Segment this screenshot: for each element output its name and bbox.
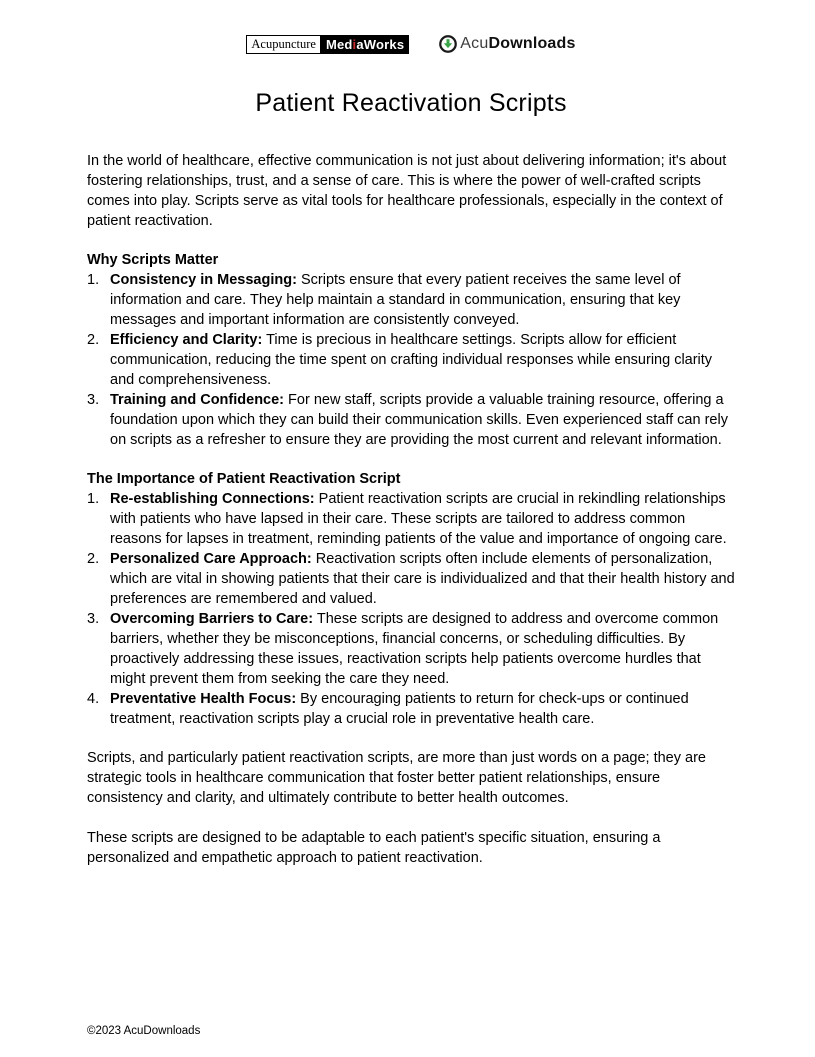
acupuncture-logo-text: Acupuncture	[246, 35, 321, 54]
list-item-content	[110, 689, 735, 729]
page-title: Patient Reactivation Scripts	[255, 89, 567, 117]
closing-paragraph-2: These scripts are designed to be adaptable to each patient's specific situation, ensuring a personalized and empathetic approach to patient reactivation.	[87, 830, 661, 866]
mediaworks-red-i: i	[352, 37, 357, 52]
list-item-content	[110, 330, 735, 390]
list-item-text: These scripts are designed to address and overcome common barriers, whether they be misconceptions, financial concerns, or scheduling difficulties. By proactively addressing these issues, reactivation scripts help patients overcome hurdles that might prevent them from seeking the care they need.	[110, 611, 719, 687]
intro-paragraph: In the world of healthcare, effective communication is not just about delivering information; it's about fostering relationships, trust, and a sense of care. This is where the power of well-crafted scripts comes into play. Scripts serve as vital tools for healthcare professionals, especially in the context of patient reactivation.	[87, 153, 727, 229]
list-item	[87, 609, 735, 689]
list-item-number: 1.	[87, 491, 100, 507]
list-item-lead: Preventative Health Focus:	[110, 691, 297, 707]
list-item-lead: Efficiency and Clarity:	[110, 332, 263, 348]
list-item-number: 1.	[87, 272, 100, 288]
acudownloads-logo	[439, 35, 575, 53]
why-scripts-matter-list	[87, 270, 735, 450]
header-logos	[87, 33, 735, 55]
list-item-content	[110, 270, 735, 330]
list-item-content	[110, 609, 735, 689]
list-item-number: 4.	[87, 691, 100, 707]
acudownloads-logo-text	[460, 35, 575, 53]
list-item	[87, 489, 735, 549]
list-item-content	[110, 489, 735, 549]
list-item-content	[110, 390, 735, 450]
list-item	[87, 689, 735, 729]
list-item-number: 3.	[87, 392, 100, 408]
list-item-text: Patient reactivation scripts are crucial in rekindling relationships with patients who have lapsed in their care. These scripts are tailored to address common reasons for lapses in treatment, reminding patients of the value and importance of ongoing care.	[110, 491, 727, 547]
list-item-lead: Consistency in Messaging:	[110, 272, 297, 288]
importance-list	[87, 489, 735, 729]
list-item	[87, 390, 735, 450]
list-item-text: Time is precious in healthcare settings. Scripts allow for efficient communication, reducing the time spent on crafting individual responses while ensuring clarity and comprehensiveness.	[110, 332, 713, 388]
list-item-lead: Personalized Care Approach:	[110, 551, 312, 567]
list-item-text: For new staff, scripts provide a valuable training resource, offering a foundation upon which they can build their communication skills. Even experienced staff can rely on scripts as a refresher to ensure they are providing the most current and relevant information.	[110, 392, 728, 448]
list-item-text: By encouraging patients to return for check-ups or continued treatment, reactivation scripts play a crucial role in preventative health care.	[110, 691, 689, 727]
list-item	[87, 270, 735, 330]
section-heading-why-scripts-matter: Why Scripts Matter	[87, 252, 219, 268]
document-page	[0, 33, 815, 868]
closing-paragraph-1: Scripts, and particularly patient reactivation scripts, are more than just words on a page; they are strategic tools in healthcare communication that foster better patient relationships, ensure consistency and clarity, and ultimately contribute to better health outcomes.	[87, 750, 706, 806]
downloads-suffix: Downloads	[488, 35, 576, 52]
list-item	[87, 549, 735, 609]
list-item	[87, 330, 735, 390]
list-item-content	[110, 549, 735, 609]
list-item-text: Reactivation scripts often include elements of personalization, which are vital in showing patients that their care is individualized and that their health history and preferences are remembered and valued.	[110, 551, 735, 607]
mediaworks-text-post: aWorks	[356, 37, 405, 52]
copyright-footer: ©2023 AcuDownloads	[87, 1025, 201, 1037]
acupuncture-mediaworks-logo	[246, 35, 409, 54]
download-circle-icon	[439, 35, 457, 53]
list-item-lead: Re-establishing Connections:	[110, 491, 315, 507]
list-item-lead: Training and Confidence:	[110, 392, 285, 408]
acu-prefix: Acu	[460, 35, 489, 52]
list-item-number: 2.	[87, 332, 100, 348]
section-heading-importance: The Importance of Patient Reactivation Script	[87, 471, 401, 487]
list-item-text: Scripts ensure that every patient receives the same level of information and care. They help maintain a standard in communication, ensuring that key messages and important information are consistently conveyed.	[110, 272, 681, 328]
list-item-lead: Overcoming Barriers to Care:	[110, 611, 314, 627]
mediaworks-logo-text	[321, 35, 409, 54]
list-item-number: 3.	[87, 611, 100, 627]
mediaworks-text-pre: Med	[325, 37, 353, 52]
list-item-number: 2.	[87, 551, 100, 567]
